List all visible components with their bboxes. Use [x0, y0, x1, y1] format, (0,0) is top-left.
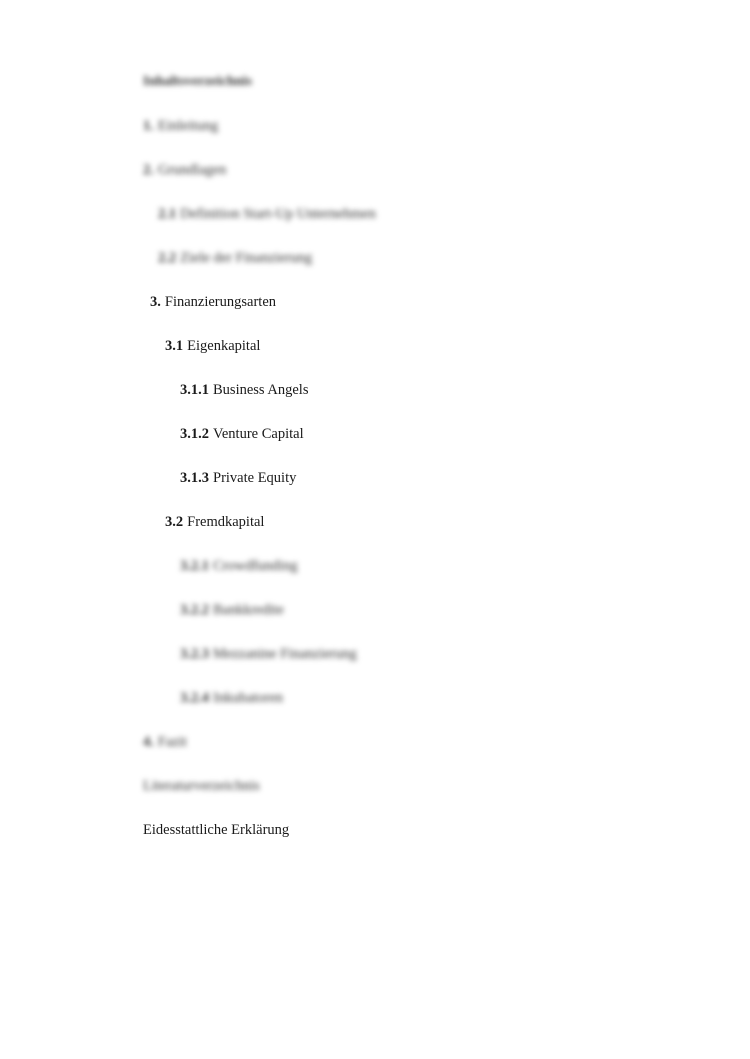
toc-entry-number: 3.1.2 [180, 426, 209, 442]
toc-entry [143, 777, 260, 795]
toc-entry-number: 3.2.2 [180, 602, 209, 618]
toc-entry-title: Ziele der Finanzierung [180, 250, 313, 266]
toc-entry [150, 293, 276, 311]
toc-entry-title: Eidesstattliche Erklärung [143, 822, 290, 838]
toc-entry-number: 3.1 [165, 338, 184, 354]
toc-entry [180, 381, 308, 399]
toc-entry-number: 3.1.3 [180, 470, 209, 486]
toc-entry-title: Private Equity [213, 470, 297, 486]
toc-entry-title: Fazit [157, 734, 187, 750]
toc-entry-number: 1. [143, 118, 154, 134]
toc-entry-title: Inkubatoren [213, 690, 284, 706]
toc-entry [180, 425, 304, 443]
toc-entry-title: Eigenkapital [187, 338, 261, 354]
toc-entry-title: Mezzanine Finanzierung [213, 646, 357, 662]
toc-heading: Inhaltsverzeichnis [143, 74, 252, 89]
toc-entry [180, 645, 357, 663]
toc-entry [180, 557, 298, 575]
toc-entry [165, 337, 260, 355]
toc-entry [158, 249, 312, 267]
toc-entry [180, 689, 283, 707]
toc-entry-number: 3. [150, 294, 161, 310]
toc-entry [158, 205, 376, 223]
toc-entry-number: 3.2.3 [180, 646, 209, 662]
toc-entry [180, 469, 296, 487]
toc-entry-number: 3.2.4 [180, 690, 209, 706]
toc-entry-title: Business Angels [213, 382, 309, 398]
toc-entry-title: Literaturverzeichnis [143, 778, 260, 794]
toc-entry-title: Crowdfunding [213, 558, 298, 574]
toc-entry-number: 2.2 [158, 250, 177, 266]
toc-entry [143, 821, 289, 839]
toc-entry-number: 2. [143, 162, 154, 178]
toc-entry-number: 3.2.1 [180, 558, 209, 574]
toc-entry [143, 117, 218, 135]
toc-entry-title: Einleitung [157, 118, 219, 134]
toc-entry-title: Grundlagen [157, 162, 227, 178]
toc-entry-title: Venture Capital [213, 426, 304, 442]
toc-entry-title: Finanzierungsarten [164, 294, 277, 310]
toc-entry [165, 513, 264, 531]
toc-entry-title: Definition Start-Up Unternehmen [180, 206, 376, 222]
toc-entry [143, 733, 187, 751]
toc-entry-title: Fremdkapital [187, 514, 265, 530]
toc-entry-number: 2.1 [158, 206, 177, 222]
toc-entry [143, 161, 226, 179]
toc-entry [180, 601, 284, 619]
toc-entry-title: Bankkredite [213, 602, 284, 618]
toc-entry-number: 3.1.1 [180, 382, 209, 398]
toc-entry-number: 4. [143, 734, 154, 750]
toc-entry-number: 3.2 [165, 514, 184, 530]
